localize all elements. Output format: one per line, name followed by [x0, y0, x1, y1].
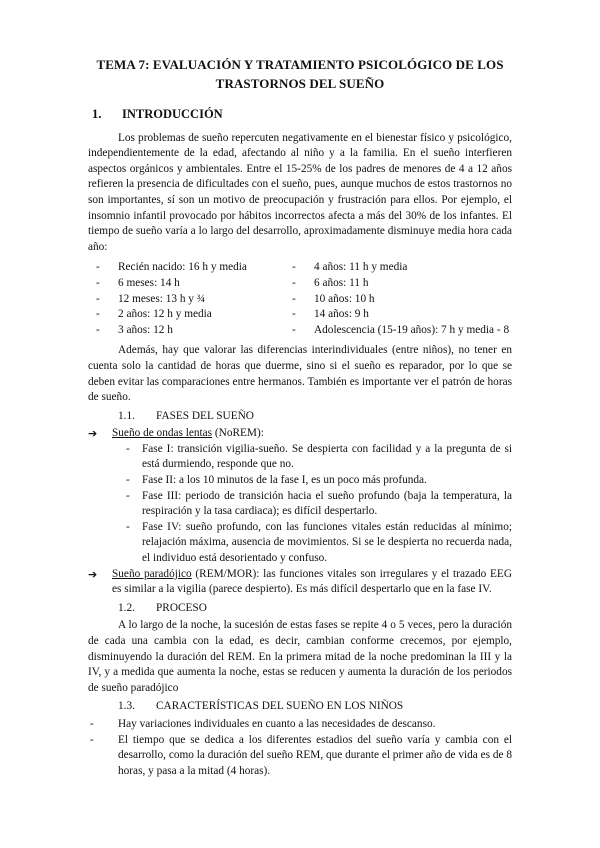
list-item: - 6 años: 11 h: [292, 276, 369, 289]
list-item: - 14 años: 9 h: [292, 308, 369, 321]
list-item: - 12 meses: 13 h y ¾: [96, 292, 206, 305]
list-item: - El tiempo que se dedica a los diferentes estadios del sueño varía y cambia con el desarrollo, como la duración del sueño REM, que durante el primer año de vida es de 8 horas, y pasa a la mitad (4 horas).: [90, 733, 513, 777]
list-item: - 10 años: 10 h: [292, 292, 375, 305]
subsection-heading-fases: [118, 409, 512, 425]
sleep-hours-list: [88, 260, 512, 338]
arrow-icon: ➔: [88, 427, 98, 441]
subsection-title: FASES DEL SUEÑO: [156, 409, 254, 422]
characteristics-list: [88, 717, 512, 779]
list-item: - Fase IV: sueño profundo, con las funciones vitales están reducidas al mínimo; relajación máxima, ausencia de movimientos. Si se le despierta no recuerda nada, el individuo está desorientado y confuso.: [126, 520, 512, 565]
paradoxical-sleep-item: ➔ Sueño paradójico (REM/MOR): las funciones vitales son irregulares y el trazado EEG es similar a la vigilia (parece despierto). Es más difícil despertarlo que en la fase IV.: [88, 567, 512, 598]
sleep-phases-list: [126, 442, 512, 567]
title-line-1: TEMA 7: EVALUACIÓN Y TRATAMIENTO PSICOLÓGICO DE LOS: [96, 57, 504, 72]
sleep-hours-left-column: [88, 260, 284, 338]
list-item: - 2 años: 12 h y media: [96, 308, 212, 321]
section-title: INTRODUCCIÓN: [122, 107, 223, 121]
arrow-icon: ➔: [88, 567, 98, 581]
subsection-title: PROCESO: [156, 601, 207, 614]
list-item: - 6 meses: 14 h: [96, 276, 180, 289]
subsection-heading-proceso: [118, 601, 512, 617]
list-item: - Fase III: periodo de transición hacia el sueño profundo (baja la temperatura, la respiración y la tasa cardiaca); es difícil despertarlo.: [126, 489, 512, 518]
subsection-title: CARACTERÍSTICAS DEL SUEÑO EN LOS NIÑOS: [156, 700, 404, 713]
slow-wave-sleep-label: Sueño de ondas lentas: [112, 427, 213, 440]
subsection-number: 1.2.: [118, 601, 135, 614]
section-number: 1.: [92, 107, 102, 121]
title-line-2: TRASTORNOS DEL SUEÑO: [215, 76, 385, 91]
sleep-hours-right-column: [284, 260, 509, 338]
list-item: - Adolescencia (15-19 años): 7 h y media - 8: [292, 323, 510, 336]
process-paragraph: A lo largo de la noche, la sucesión de estas fases se repite 4 o 5 veces, pero la duración de cada una cambia con la edad, es decir, cambian conforme crecemos, por ejemplo, disminuyendo la duración del REM. En la primera mitad de la noche predominan la III y la IV, y a medida que aumenta la noche, estas se reducen y aumenta la duración de los periodos de sueño paradójico: [88, 619, 512, 694]
list-item: - Fase II: a los 10 minutos de la fase I, es un poco más profunda.: [126, 474, 427, 487]
document-title: [88, 55, 512, 93]
list-item: - Fase I: transición vigilia-sueño. Se despierta con facilidad y a la pregunta de si está durmiendo, responde que no.: [126, 442, 512, 471]
paradoxical-sleep-label: Sueño paradójico: [112, 567, 192, 580]
list-item: - Hay variaciones individuales en cuanto a las necesidades de descanso.: [90, 717, 436, 730]
list-item: - 3 años: 12 h: [96, 323, 173, 336]
subsection-number: 1.1.: [118, 409, 135, 422]
intro-paragraph: Los problemas de sueño repercuten negativamente en el bienestar físico y psicológico, independientemente de la edad, afectando al niño y a la familia. En el sueño interfieren aspectos orgánicos y ambientales. Entre el 15-25% de los padres de menores de 4 a 12 años refieren la presencia de dificultades con el sueño, pues, aunque muchos de estos trastornos no son importantes, sí son un motivo de preocupación y frustración para ellos. Por ejemplo, el insomnio infantil provocado por hábitos incorrectos afecta a más del 30% de los infantes. El tiempo de sueño varía a lo largo del desarrollo, aproximadamente disminuye media hora cada año:: [88, 131, 512, 253]
section-heading-introduccion: [88, 107, 512, 123]
interindividual-paragraph: Además, hay que valorar las diferencias interindividuales (entre niños), no tener en cuenta solo la cantidad de horas que duerme, sino si el sueño es reparador, por lo que se deben evitar las comparaciones entre hermanos. También es importante ver el patrón de horas de sueño.: [88, 344, 512, 404]
subsection-heading-caracteristicas: [118, 699, 512, 715]
subsection-number: 1.3.: [118, 700, 135, 713]
slow-wave-sleep-item: ➔ Sueño de ondas lentas (NoREM):: [88, 427, 264, 441]
list-item: - 4 años: 11 h y media: [292, 261, 408, 274]
list-item: - Recién nacido: 16 h y media: [96, 261, 247, 274]
